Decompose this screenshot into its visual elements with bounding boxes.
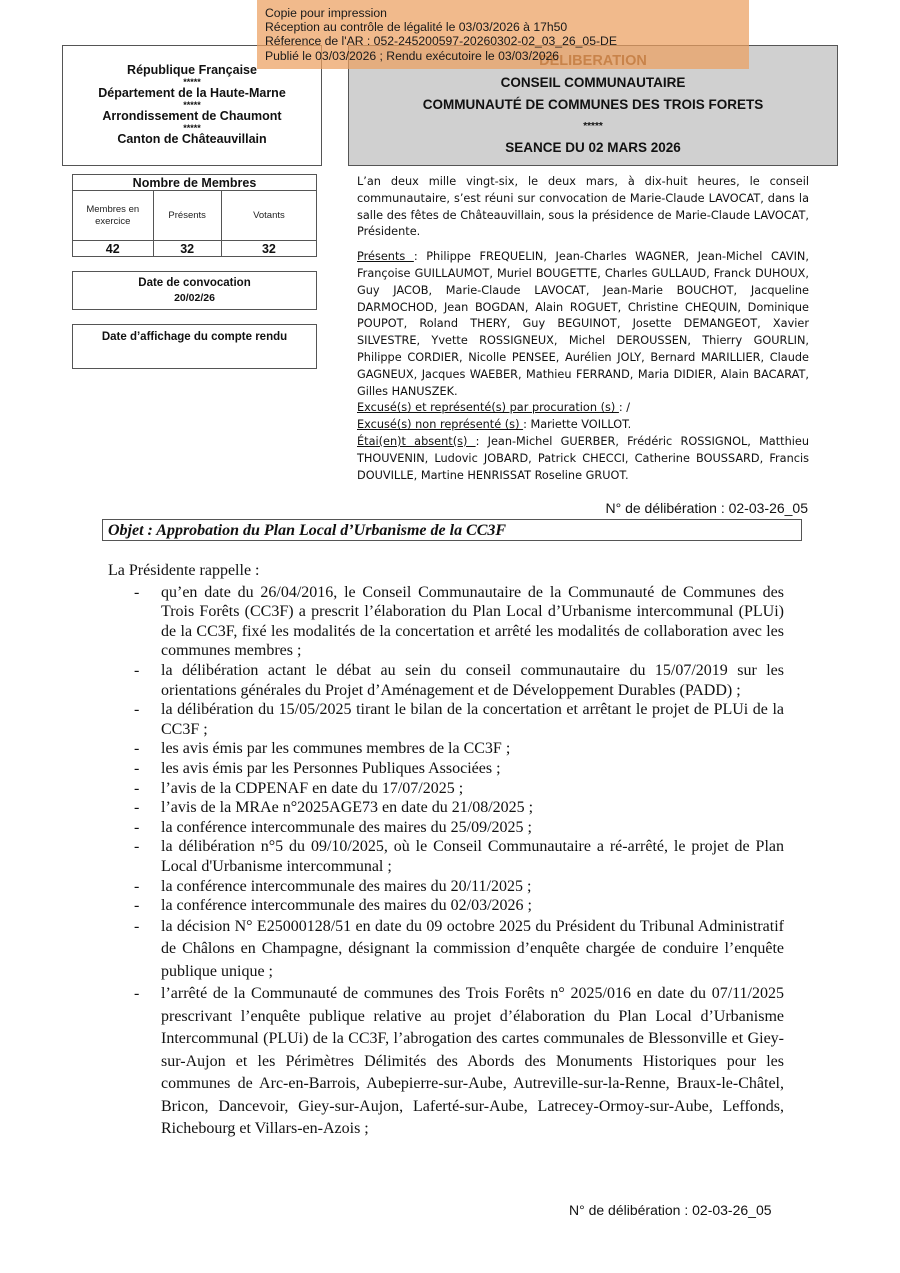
departement-label: Département de la Haute-Marne xyxy=(98,86,286,100)
presents-paragraph xyxy=(357,249,809,400)
members-in-office-count: 42 xyxy=(73,241,154,257)
posting-date-box xyxy=(72,324,317,369)
list-item: - la délibération du 15/05/2025 tirant le bilan de la concertation et arrêtant le projet de PLUi de la CC3F ; xyxy=(134,701,784,738)
list-item: - l’avis de la MRAe n°2025AGE73 en date du 21/08/2025 ; xyxy=(134,799,534,817)
body-lead: La Présidente rappelle : xyxy=(108,562,260,579)
dash-bullet: - xyxy=(134,799,140,817)
subject-box: Objet : Approbation du Plan Local d’Urbanisme de la CC3F xyxy=(102,519,802,541)
convocation-date-label: Date de convocation xyxy=(138,277,251,289)
posting-date-label: Date d’affichage du compte rendu xyxy=(101,331,288,343)
deliberation-number: N° de délibération : 02-03-26_05 xyxy=(605,500,808,516)
list-item: - la conférence intercommunale des maires du 20/11/2025 ; xyxy=(134,877,532,895)
procuration-label: Excusé(s) et représenté(s) par procuration (s) xyxy=(357,401,619,415)
dash-bullet: - xyxy=(134,897,140,915)
excused-list: : Mariette VOILLOT. xyxy=(523,418,632,432)
organization-name: COMMUNAUTÉ DE COMMUNES DES TROIS FORETS xyxy=(422,97,764,112)
dash-bullet: - xyxy=(134,661,140,679)
column-header-present: Présents xyxy=(153,191,221,241)
convocation-date-box xyxy=(72,271,317,310)
stamp-line-reception: Réception au contrôle de légalité le 03/03/2026 à 17h50 xyxy=(265,20,568,35)
list-item: - la conférence intercommunale des maires du 25/09/2025 ; xyxy=(134,818,532,836)
recitals-list xyxy=(108,583,784,1141)
separator: ***** xyxy=(183,77,201,87)
dash-bullet: - xyxy=(134,583,140,601)
separator: ***** xyxy=(183,100,201,110)
convocation-date-value: 20/02/26 xyxy=(174,292,215,304)
presents-list: : Philippe FREQUELIN, Jean-Charles WAGNER, Jean-Michel CAVIN, Françoise GUILLAUMOT, Muriel BOUGETTE, Charles GULLAUD, Franck DUHOUX, Guy JACOB, Marie-Claude LAVOCAT, Jean-Marie BOUCHOT, Jacqueline DARMOCHOD, Jean BOGDAN, Alain ROGUET, Christine CHEQUIN, Dominique POUPOT, Roland THERY, Guy BEGUINOT, Josette DEMANGEOT, Xavier SILVESTRE, Yvette ROSSIGNEUX, Michel DEROUSSEN, Thierry GOURLIN, Philippe CORDIER, Nicolle PENSEE, Aurélien JOLY, Bernard MARILLIER, Claude GAGNEUX, Jacques WAEBER, Mathieu FERRAND, Maria DIDIER, Alain BACARAT, Gilles HANUSZEK. xyxy=(357,250,809,398)
session-date: SEANCE DU 02 MARS 2026 xyxy=(505,140,681,155)
list-item: - l’arrêté de la Communauté de communes des Trois Forêts n° 2025/016 en date du 07/11/2025 prescrivant l’enquête publique relative au projet d’élaboration du Plan Local d’Urbanisme Intercommunal (PLUi) de la CC3F, l’abrogation des cartes communales de Blessonville et Giey-sur-Aujon et les Périmètres Délimités des Abords des Monuments Historiques pour les communes de Arc-en-Barrois, Aubepierre-sur-Aube, Autreville-sur-la-Renne, Braux-le-Châtel, Bricon, Dancevoir, Giey-sur-Aujon, Laferté-sur-Aube, Latrecey-Ormoy-sur-Aube, Leffonds, Richebourg et Villars-en-Azois ; xyxy=(134,985,784,1138)
stamp-line-ar-reference: Réference de l'AR : 052-245200597-20260302-02_03_26_05-DE xyxy=(265,34,617,49)
list-item: - qu’en date du 26/04/2016, le Conseil Communautaire de la Communauté de Communes des Trois Forêts (CC3F) a prescrit l’élaboration du Plan Local d’Urbanisme intercommunal (PLUi) de la CC3F, fixé les modalités de la concertation et arrêté les modalités de collaboration avec les communes membres ; xyxy=(134,583,784,660)
canton-label: Canton de Châteauvillain xyxy=(117,132,267,146)
list-item: - les avis émis par les Personnes Publiques Associées ; xyxy=(134,759,501,777)
deliberation-body xyxy=(108,561,784,1141)
list-item: - la délibération actant le débat au sein du conseil communautaire du 15/07/2019 sur les orientations générales du Projet d’Aménagement et de Développement Durables (PADD) ; xyxy=(134,661,784,699)
absent-list: : Jean-Michel GUERBER, Frédéric ROSSIGNOL, Matthieu THOUVENIN, Ludovic JOBARD, Patrick CHECCI, Catherine BOUSSARD, Francis DOUVILLE, Martine HENRISSAT Roseline GRUOT. xyxy=(357,434,810,482)
voting-count: 32 xyxy=(221,241,316,257)
list-item: - les avis émis par les communes membres de la CC3F ; xyxy=(134,740,511,758)
dash-bullet: - xyxy=(134,985,140,1003)
stamp-line-published: Publié le 03/03/2026 ; Rendu exécutoire le 03/03/2026 xyxy=(265,48,560,63)
footer-deliberation-number: N° de délibération : 02-03-26_05 xyxy=(569,1202,772,1218)
procuration-paragraph xyxy=(357,400,809,417)
dash-bullet: - xyxy=(134,818,140,836)
separator: ***** xyxy=(183,123,201,133)
list-item: - la délibération n°5 du 09/10/2025, où le Conseil Communautaire a ré-arrêté, le projet de Plan Local d'Urbanisme intercommunal ; xyxy=(134,838,784,875)
council-name: CONSEIL COMMUNAUTAIRE xyxy=(500,75,686,90)
members-table-title: Nombre de Membres xyxy=(73,175,317,191)
attendance-section xyxy=(357,174,809,484)
arrondissement-label: Arrondissement de Chaumont xyxy=(102,109,282,123)
dash-bullet: - xyxy=(134,779,140,797)
dash-bullet: - xyxy=(134,740,140,758)
separator: ***** xyxy=(583,121,603,132)
column-header-members-in-office: Membres en exercice xyxy=(73,191,154,241)
absent-label: Étai(en)t absent(s) xyxy=(357,434,476,448)
column-header-voting: Votants xyxy=(221,191,316,241)
excused-label: Excusé(s) non représenté (s) xyxy=(357,418,524,432)
dash-bullet: - xyxy=(134,917,140,935)
procuration-list: : / xyxy=(618,401,631,415)
stamp-line-print-copy: Copie pour impression xyxy=(265,6,387,20)
legality-stamp xyxy=(257,0,749,69)
list-item: - la décision N° E25000128/51 en date du 09 octobre 2025 du Président du Tribunal Administratif de Châlons en Champagne, désignant la commission d’enquête chargée de conduire l’enquête publique unique ; xyxy=(134,917,784,980)
dash-bullet: - xyxy=(134,701,140,719)
excused-paragraph xyxy=(357,417,809,434)
members-table xyxy=(72,174,317,257)
session-intro-paragraph: L’an deux mille vingt-six, le deux mars, à dix-huit heures, le conseil communautaire, s’est réuni sur convocation de Marie-Claude LAVOCAT, dans la salle des fêtes de Châteauvillain, sous la présidence de Marie-Claude LAVOCAT, Présidente. xyxy=(357,175,809,239)
present-count: 32 xyxy=(153,241,221,257)
dash-bullet: - xyxy=(134,877,140,895)
presents-label: Présents xyxy=(357,250,414,264)
list-item: - l’avis de la CDPENAF en date du 17/07/2025 ; xyxy=(134,779,464,797)
dash-bullet: - xyxy=(134,759,140,777)
republique-label: République Française xyxy=(127,63,257,77)
absent-paragraph xyxy=(357,434,809,484)
list-item: - la conférence intercommunale des maires du 02/03/2026 ; xyxy=(134,897,532,915)
dash-bullet: - xyxy=(134,838,140,856)
